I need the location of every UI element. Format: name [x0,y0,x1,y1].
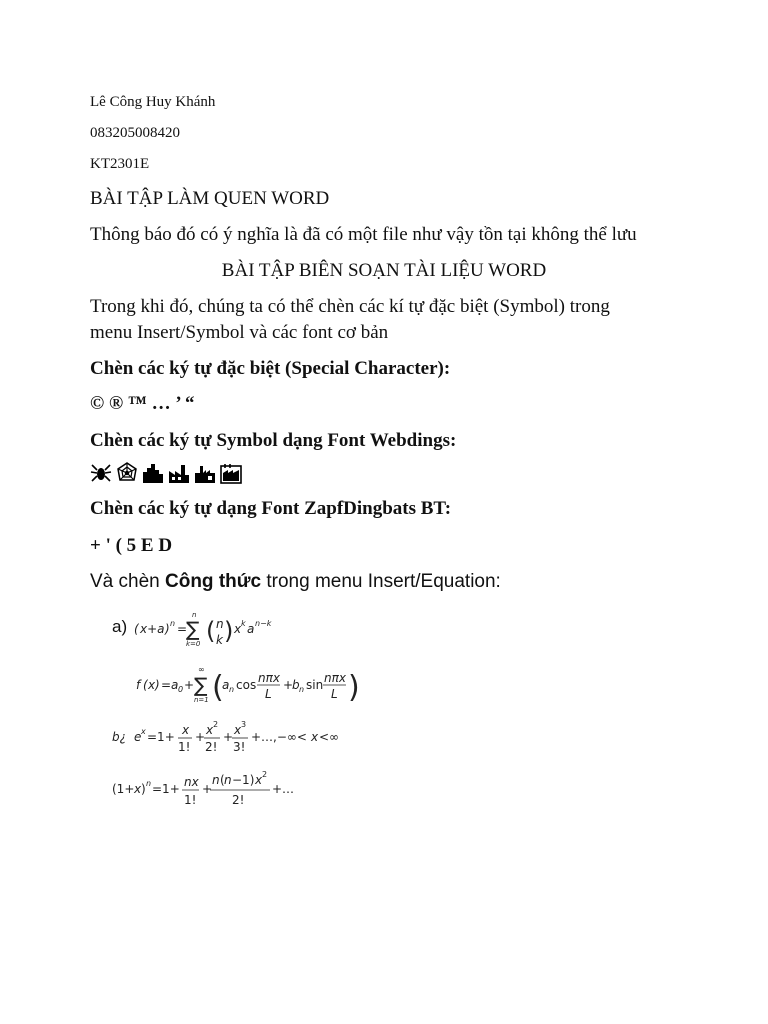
svg-text:L: L [331,687,338,701]
svg-text:e: e [134,730,142,744]
svg-text:3: 3 [241,720,247,729]
svg-text:(: ( [206,617,216,645]
svg-text:∑: ∑ [194,673,208,697]
svg-text:+: + [283,678,294,692]
svg-text:x: x [255,773,263,787]
webdings-symbols [90,462,242,484]
svg-text:=: = [177,622,188,636]
svg-text:x: x [206,723,214,737]
svg-text:a: a [222,678,230,692]
svg-text:3!: 3! [233,740,246,754]
notice-text: Thông báo đó có ý nghĩa là đã có một file như vậy tồn tại không thể lưu [90,224,637,245]
paragraph-line-1: Trong khi đó, chúng ta có thể chèn các kí tự đặc biệt (Symbol) trong [90,296,610,317]
svg-text:+: + [223,730,234,744]
svg-text:2: 2 [262,770,268,779]
svg-text:∞: ∞ [198,665,205,674]
equation-intro-bold: Công thức [165,571,262,592]
svg-text:<∞: <∞ [319,730,340,744]
svg-text:n−k: n−k [255,619,272,628]
svg-text:L: L [265,687,272,701]
svg-text:n: n [216,617,224,631]
svg-text:n: n [192,611,197,619]
city-icon [142,462,164,484]
svg-text:(: ( [134,622,139,636]
svg-text:x: x [141,727,146,736]
svg-text:sin: sin [306,678,324,692]
svg-text:): ) [224,617,234,645]
title-word-intro: BÀI TẬP LÀM QUEN WORD [90,188,330,209]
svg-text:n: n [170,619,176,628]
svg-text:cos: cos [236,678,257,692]
svg-text:=1+: =1+ [152,782,180,796]
equation-intro-post: trong menu Insert/Equation: [261,571,501,592]
author-name: Lê Công Huy Khánh [90,94,216,110]
svg-text:a: a [171,678,179,692]
fourier-series-equation [132,660,372,710]
svg-text:(: ( [143,678,148,692]
svg-text:nπx: nπx [258,671,280,685]
svg-text:+: + [202,782,213,796]
plant-icon [220,462,242,484]
svg-text:=: = [161,678,172,692]
svg-text:1!: 1! [184,793,197,807]
svg-text:n: n [224,773,232,787]
svg-text:2!: 2! [205,740,218,754]
svg-text:x+a: x+a [140,622,165,636]
svg-text:x: x [234,723,242,737]
svg-text:nx: nx [184,775,199,789]
svg-text:n=1: n=1 [194,696,209,704]
svg-text:): ) [155,678,160,692]
svg-text:(1+: (1+ [112,782,135,796]
svg-text:(: ( [212,670,224,705]
svg-text:0: 0 [178,685,184,694]
svg-text:x: x [311,730,319,744]
equation-intro [90,571,501,593]
svg-text:k: k [241,619,246,628]
svg-text:f: f [136,678,141,692]
title-word-editing: BÀI TẬP BIÊN SOẠN TÀI LIỆU WORD [221,260,547,281]
svg-text:+…,−∞<: +…,−∞< [251,730,307,744]
svg-text:x: x [234,622,242,636]
zapf-characters: + ' ( 5 E D [90,535,173,556]
svg-text:+: + [184,678,195,692]
svg-text:n: n [146,779,152,788]
equation-intro-pre: Và chèn [90,571,165,592]
svg-text:a: a [247,622,255,636]
svg-text:k: k [216,633,223,647]
svg-text:1!: 1! [178,740,191,754]
class-code: KT2301E [90,156,150,172]
special-characters: © ® ™ … ’ “ [90,393,195,414]
svg-text:b: b [292,678,300,692]
svg-text:): ) [348,670,360,705]
svg-text:n: n [299,685,305,694]
paragraph-line-2: menu Insert/Symbol và các font cơ bản [90,322,389,343]
svg-text:x: x [134,782,142,796]
svg-text:(: ( [220,773,225,787]
zapf-heading: Chèn các ký tự dạng Font ZapfDingbats BT: [90,498,452,519]
svg-text:x: x [148,678,156,692]
svg-text:2!: 2! [232,793,245,807]
svg-text:∑: ∑ [186,617,200,641]
svg-text:n: n [212,773,220,787]
svg-text:n: n [229,685,235,694]
industry-icon [194,462,216,484]
svg-text:nπx: nπx [324,671,346,685]
svg-text:−1): −1) [232,773,255,787]
equation-label-b: b¿ [112,730,126,744]
spiderweb-icon [116,462,138,484]
special-character-heading: Chèn các ký tự đặc biệt (Special Character): [90,358,451,379]
svg-text:+: + [195,730,206,744]
svg-text:): ) [141,782,146,796]
svg-text:k=0: k=0 [186,640,201,648]
phone-number: 083205008420 [90,125,180,141]
webdings-heading: Chèn các ký tự Symbol dạng Font Webdings: [90,430,457,451]
spider-icon [90,462,112,484]
binomial-series-equation [110,766,330,816]
svg-text:2: 2 [213,720,219,729]
svg-text:x: x [182,723,190,737]
svg-text:+…: +… [272,782,295,796]
binomial-theorem-equation [132,606,292,652]
exponential-series-equation [110,714,370,760]
factory-icon [168,462,190,484]
equation-label-a: a) [112,617,128,636]
svg-text:=1+: =1+ [147,730,175,744]
svg-text:): ) [165,622,170,636]
